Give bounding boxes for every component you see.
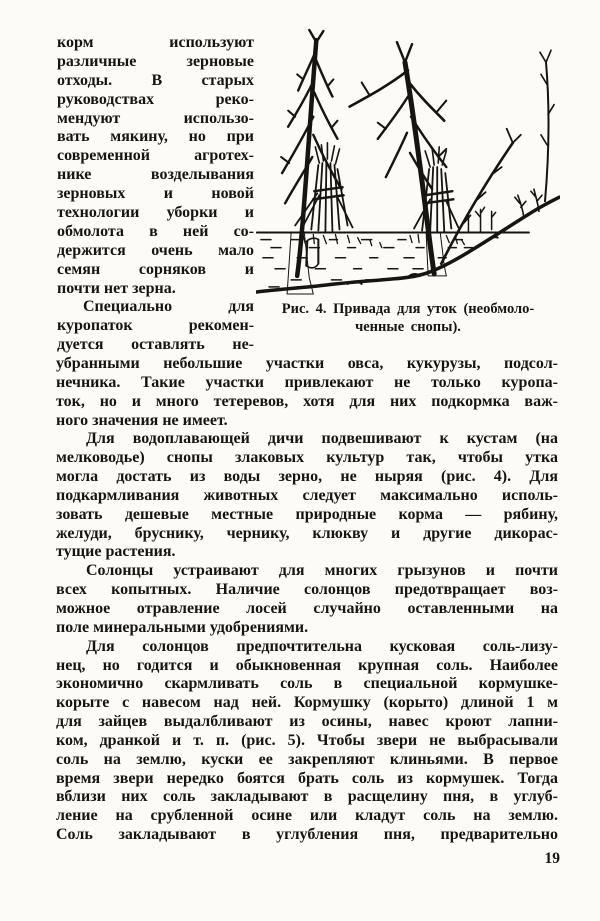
- left-column: [57, 34, 254, 355]
- text-line: можное отравление лосей случайно оставленными на: [56, 599, 558, 617]
- text-line: держится очень мало: [57, 241, 254, 259]
- text-line: тущие растения.: [56, 543, 176, 561]
- text-line: ление на срубленной осине или кладут соль на землю.: [56, 807, 558, 825]
- text-line: корыте с навесом над ней. Кормушку (корыто) длиной 1 м: [56, 694, 558, 712]
- sheaves-illustration: [256, 24, 560, 298]
- text-line: дуется оставлять не-: [57, 336, 254, 354]
- figure-caption-line: Рис. 4. Привада для уток (необмоло-: [281, 301, 535, 317]
- text-line: желуди, бруснику, чернику, клюкву и другие дикорас-: [56, 524, 558, 542]
- text-line: подкармливания животных следует максимально исполь-: [56, 486, 558, 504]
- page-number: 19: [544, 850, 560, 867]
- text-line: всех копытных. Наличие солонцов предотвращает воз-: [56, 581, 558, 599]
- text-line: нечника. Такие участки привлекают не только куропа-: [56, 373, 558, 391]
- text-line: куропаток рекомен-: [57, 317, 254, 335]
- text-line: почти нет зерна.: [57, 279, 176, 297]
- text-line: различные зерновые: [57, 52, 254, 70]
- text-line: Для солонцов предпочтительна кусковая соль-лизу-: [86, 637, 558, 655]
- text-line: могла достать из воды зерно, не ныряя (рис. 4). Для: [56, 468, 558, 486]
- text-line: ного значения не имеет.: [56, 411, 228, 429]
- text-line: обмолота в ней со-: [57, 222, 254, 240]
- text-line: убранными небольшие участки овса, кукурузы, подсол-: [56, 355, 558, 372]
- text-line: нец, но годится и обыкновенная крупная соль. Наиболее: [56, 656, 558, 674]
- text-line: Специально для: [83, 298, 254, 316]
- text-line: технологии уборки и: [57, 204, 254, 222]
- text-line: вблизи них соль закладывают в расщелину пня, в углуб-: [56, 788, 558, 806]
- text-line: отходы. В старых: [57, 71, 254, 89]
- text-line: семян сорняков и: [57, 260, 254, 278]
- text-line: соль на землю, куски ее закрепляют клиньями. В первое: [56, 750, 558, 768]
- figure-4: [256, 24, 560, 336]
- text-line: Солонцы устраивают для многих грызунов и почти: [86, 562, 558, 580]
- text-line: для зайцев выдалбливают из осины, навес кроют лапни-: [56, 713, 558, 731]
- text-line: вать мякину, но при: [57, 128, 254, 146]
- text-line: мендуют использо-: [57, 109, 254, 127]
- figure-caption: [256, 301, 560, 336]
- text-line: современной агротех-: [57, 147, 254, 165]
- body-text: [56, 355, 558, 845]
- text-line: зерновых и новой: [57, 185, 254, 203]
- figure-caption-line: ченные снопы).: [355, 318, 461, 335]
- text-line: ком, дранкой и т. п. (рис. 5). Чтобы звери не выбрасывали: [56, 731, 558, 749]
- text-line: руководствах реко-: [57, 90, 254, 108]
- text-line: корм используют: [57, 34, 254, 51]
- text-line: ток, но и много тетеревов, хотя для них подкормка важ-: [56, 392, 558, 410]
- text-line: нике возделывания: [57, 166, 254, 184]
- text-line: Для водоплавающей дичи подвешивают к кустам (на: [86, 430, 558, 448]
- text-line: мелководье) снопы злаковых культур так, чтобы утка: [56, 449, 558, 467]
- text-line: время звери нередко боятся брать соль из кормушек. Тогда: [56, 769, 558, 787]
- text-line: экономично скармливать соль в специальной кормушке-: [56, 675, 558, 693]
- text-line: поле минеральными удобрениями.: [56, 618, 309, 636]
- text-line: зовать дешевые местные природные корма — рябину,: [56, 505, 558, 523]
- text-line: Соль закладывают в углубления пня, предварительно: [56, 826, 558, 844]
